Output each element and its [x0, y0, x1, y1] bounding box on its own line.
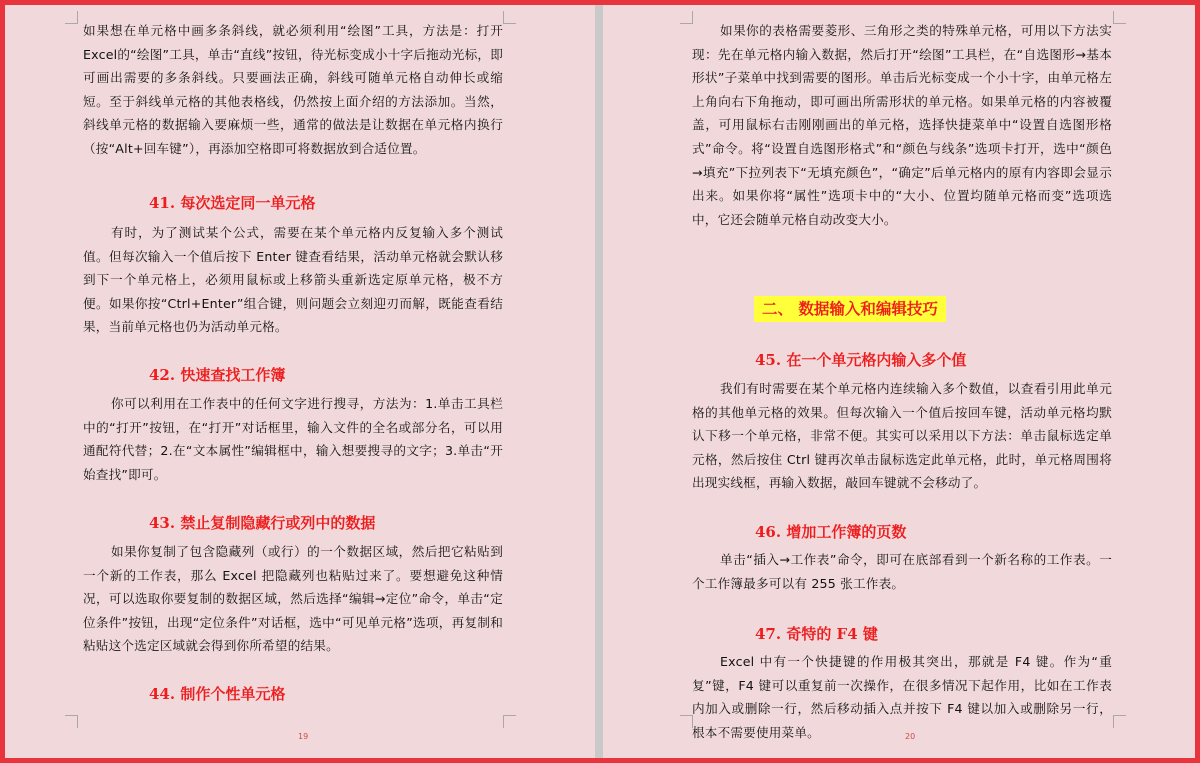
heading-41: 41. 每次选定同一单元格 [149, 194, 316, 212]
heading-45: 45. 在一个单元格内输入多个值 [755, 351, 967, 369]
paragraph-45: 我们有时需要在某个单元格内连续输入多个数值，以查看引用此单元格的其他单元格的效果。但每次输入一个值后按回车键，活动单元格均默认下移一个单元格，非常不便。其实可以采用以下方法：单击鼠标选定单元格，然后按住 Ctrl 键再次单击鼠标选定此单元格，此时，单元格周围将出现实线框，再输入数据，敲回车键就不会移动了。 [692, 381, 1112, 491]
paragraph-intro: 如果想在单元格中画多条斜线，就必须利用“绘图”工具，方法是：打开Excel的“绘图”工具，单击“直线”按钮，待光标变成小十字后拖动光标，即可画出需要的多条斜线。只要画法正确，斜线可随单元格自动伸长或缩短。至于斜线单元格的其他表格线，仍然按上面介绍的方法添加。当然，斜线单元格的数据输入要麻烦一些，通常的做法是让数据在单元格内换行（按“Alt+回车键”），再添加空格即可将数据放到合适位置。 [83, 23, 503, 156]
heading-43: 43. 禁止复制隐藏行或列中的数据 [149, 514, 376, 532]
paragraph-43: 如果你复制了包含隐藏列（或行）的一个数据区域，然后把它粘贴到一个新的工作表，那么 Excel 把隐藏列也粘贴过来了。要想避免这种情况，可以选取你要复制的数据区域，然后选择“编辑→定位”命令，单击“定位条件”按钮，出现“定位条件”对话框，选中“可见单元格”选项，再复制和粘贴这个选定区域就会得到你所希望的结果。 [83, 544, 503, 654]
section-title: 二、 数据输入和编辑技巧 [754, 296, 946, 322]
page-number: 20 [905, 732, 916, 741]
heading-47: 47. 奇特的 F4 键 [755, 625, 878, 643]
crop-mark-top-right [503, 11, 516, 24]
paragraph-intro: 如果你的表格需要菱形、三角形之类的特殊单元格，可用以下方法实现：先在单元格内输入数据，然后打开“绘图”工具栏，在“自选图形→基本形状”子菜单中找到需要的图形。单击后光标变成一个小十字，由单元格左上角向右下角拖动，即可画出所需形状的单元格。如果单元格的内容被覆盖，可用鼠标右击刚刚画出的单元格，选择快捷菜单中“设置自选图形格式”命令。将“设置自选图形格式”和“颜色与线条”选项卡打开，选中“颜色→填充”下拉列表下“无填充颜色”，“确定”后单元格内的原有内容即会显示出来。如果你将“属性”选项卡中的“大小、位置均随单元格而变”选项选中，它还会随单元格自动改变大小。 [692, 23, 1112, 227]
page-number: 19 [298, 732, 309, 741]
page-gutter [595, 5, 603, 758]
crop-mark-bottom-right [1113, 715, 1126, 728]
crop-mark-bottom-right [503, 715, 516, 728]
crop-mark-bottom-left [65, 715, 78, 728]
heading-44: 44. 制作个性单元格 [149, 685, 286, 703]
paragraph-41: 有时，为了测试某个公式，需要在某个单元格内反复输入多个测试值。但每次输入一个值后按下 Enter 键查看结果，活动单元格就会默认移到下一个单元格上，必须用鼠标或上移箭头重新选定原单元格，极不方便。如果你按“Ctrl+Enter”组合键，则问题会立刻迎刃而解，既能查看结果，当前单元格也仍为活动单元格。 [83, 225, 503, 335]
crop-mark-top-right [1113, 11, 1126, 24]
right-page [603, 5, 1195, 758]
left-page [5, 5, 595, 758]
paragraph-42: 你可以利用在工作表中的任何文字进行搜寻，方法为：1.单击工具栏中的“打开”按钮，在“打开”对话框里，输入文件的全名或部分名，可以用通配符代替；2.在“文本属性”编辑框中，输入想要搜寻的文字；3.单击“开始查找”即可。 [83, 396, 503, 482]
paragraph-47: Excel 中有一个快捷键的作用极其突出，那就是 F4 键。作为“重复”键，F4 键可以重复前一次操作，在很多情况下起作用，比如在工作表内加入或删除一行，然后移动插入点并按下 F4 键以加入或删除另一行，根本不需要使用菜单。 [692, 654, 1112, 740]
crop-mark-top-left [65, 11, 78, 24]
paragraph-46: 单击“插入→工作表”命令，即可在底部看到一个新名称的工作表。一个工作簿最多可以有 255 张工作表。 [692, 552, 1112, 591]
heading-42: 42. 快速查找工作簿 [149, 366, 286, 384]
heading-46: 46. 增加工作簿的页数 [755, 523, 907, 541]
